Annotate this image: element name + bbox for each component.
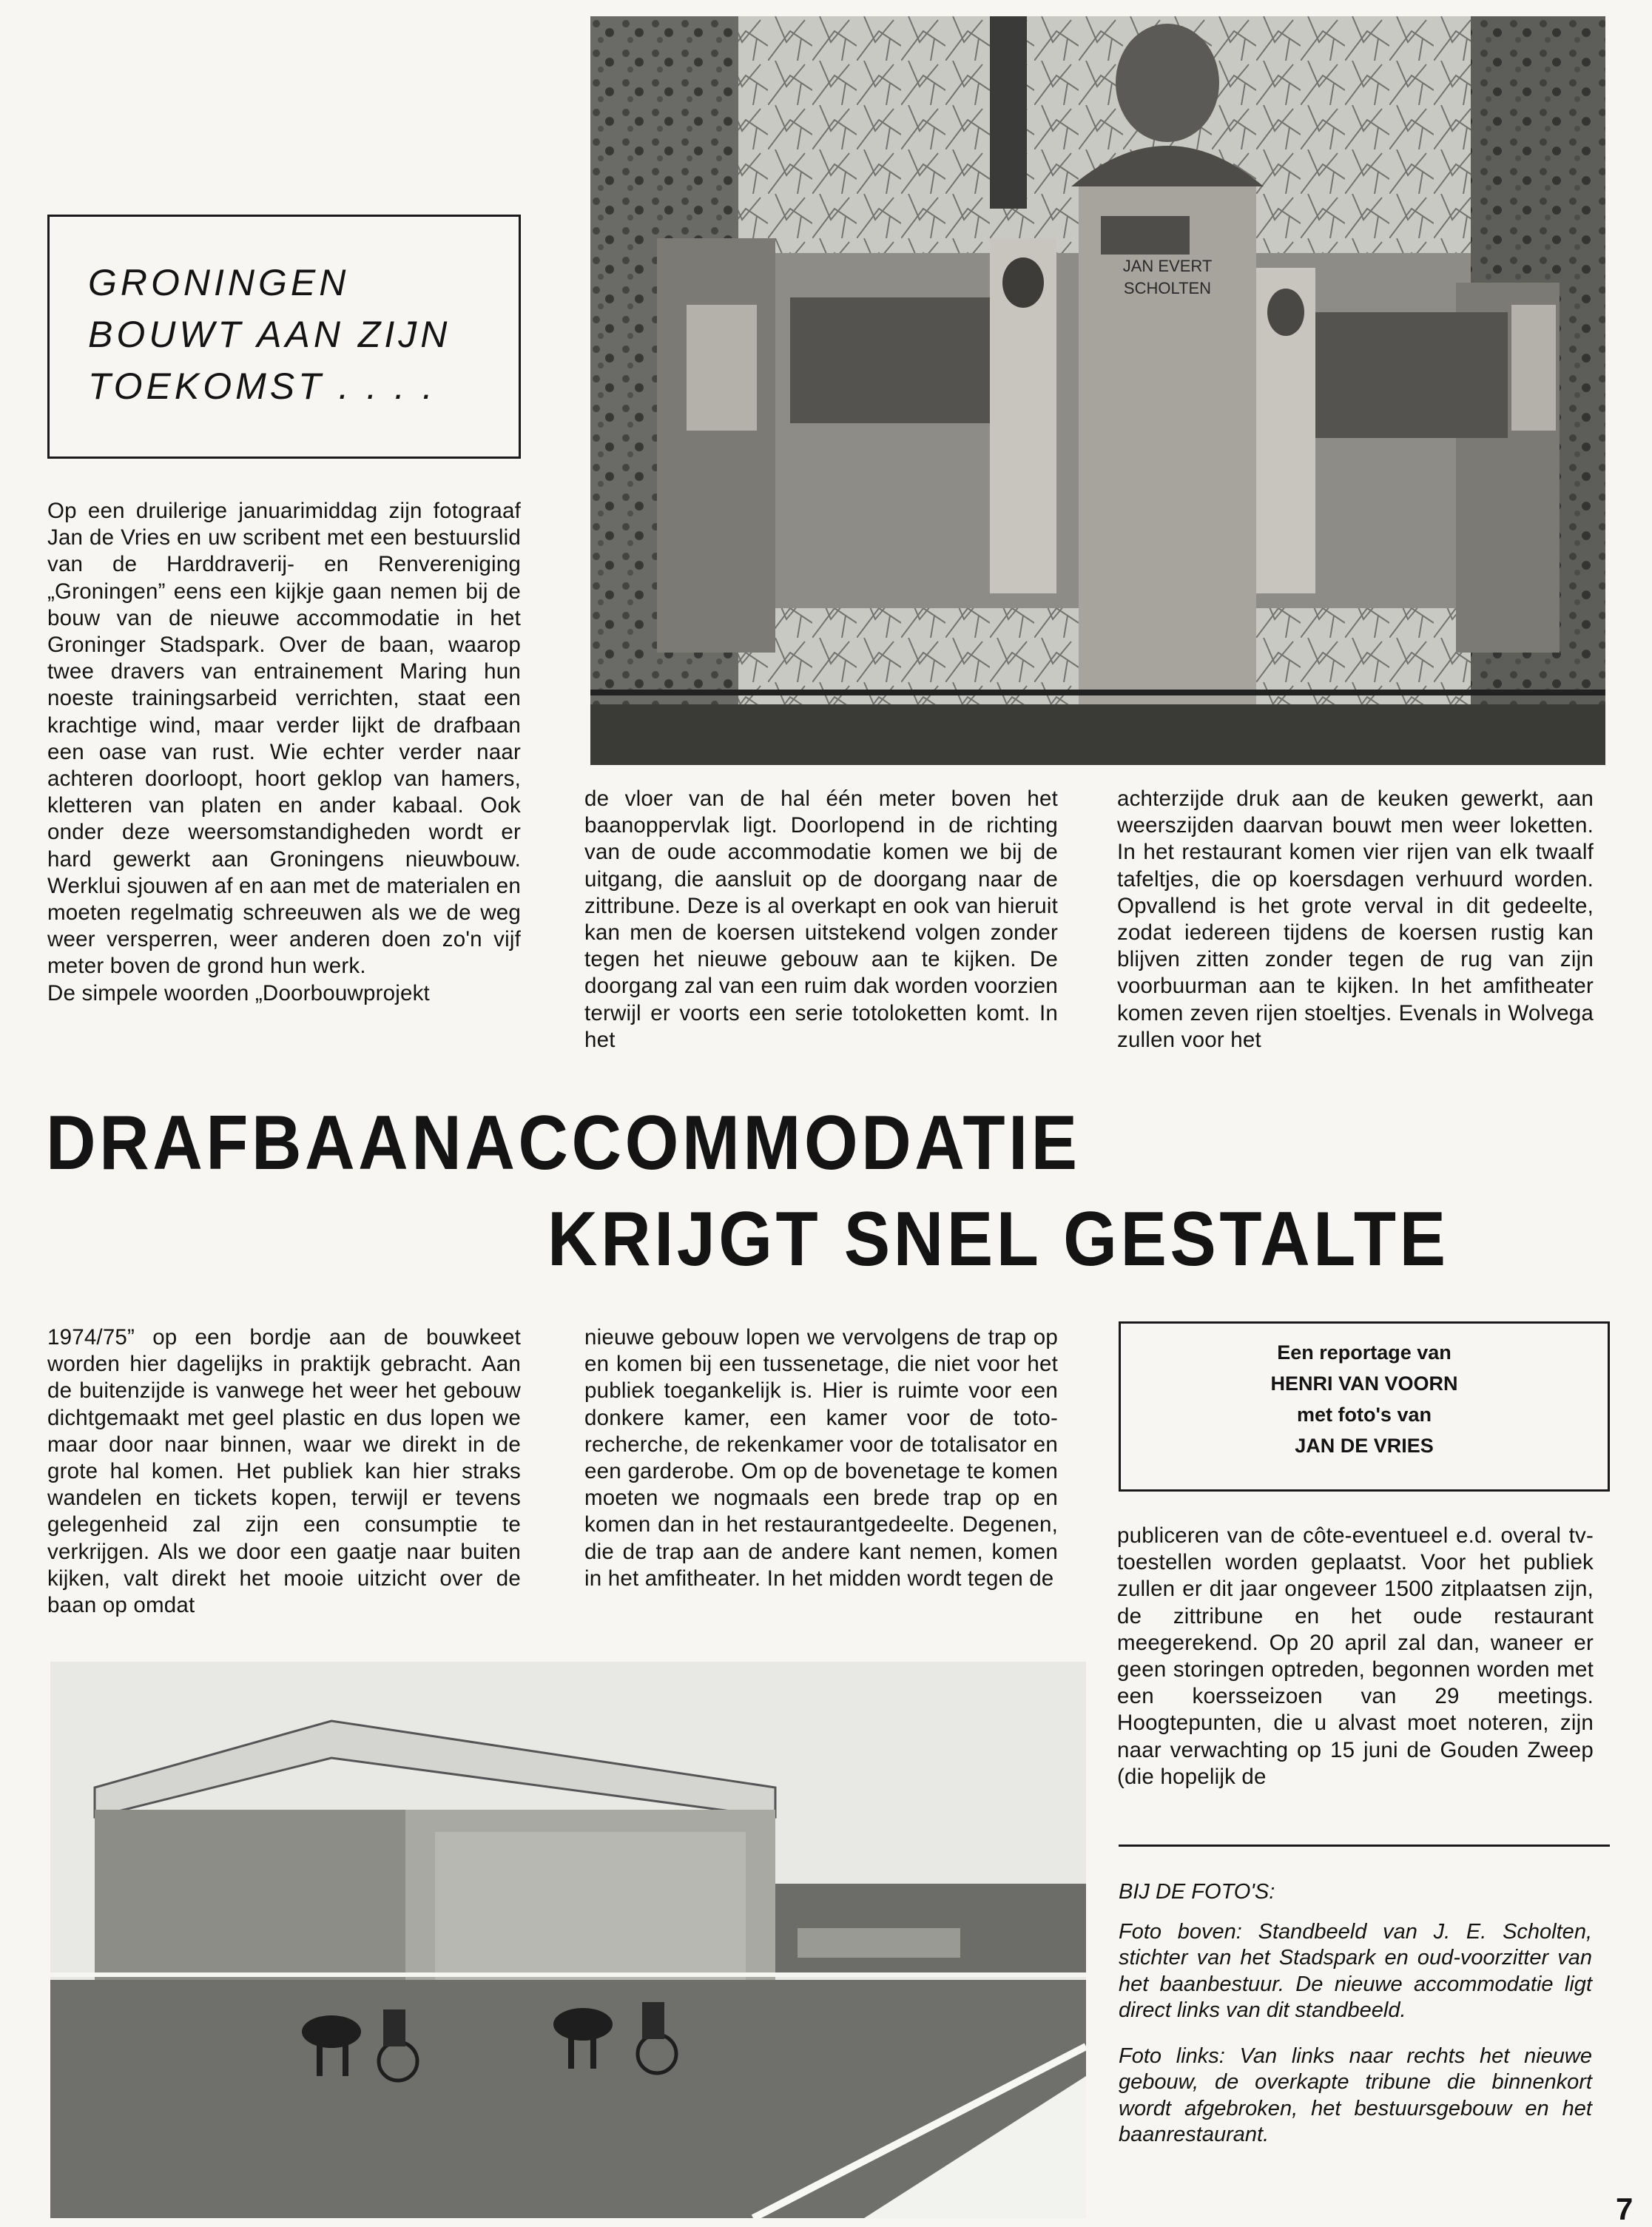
kicker-line-3: TOEKOMST . . . . bbox=[88, 365, 436, 407]
credit-photographer: JAN DE VRIES bbox=[1295, 1435, 1434, 1457]
column-1-bottom bbox=[47, 1324, 521, 1619]
photo-racetrack bbox=[50, 1662, 1086, 2218]
caption-photo-left: Foto links: Van links naar rechts het nieuwe gebouw, de overkapte tribune die binnenkort wordt afgebroken, het bestuursgebouw en het baanrestaurant. bbox=[1119, 2044, 1592, 2146]
column-2-top bbox=[584, 786, 1058, 1054]
kicker-line-1: GRONINGEN bbox=[88, 262, 350, 303]
kicker-box bbox=[47, 215, 521, 459]
credit-author: HENRI VAN VOORN bbox=[1270, 1372, 1458, 1395]
caption-photo-top: Foto boven: Standbeeld van J. E. Scholten, stichter van het Stadspark en oud-voorzitter van het baanbestuur. De nieuwe accommodatie ligt direct links van dit standbeeld. bbox=[1119, 1919, 1592, 2022]
column-2-top-text: de vloer van de hal één meter boven het baanoppervlak ligt. Doorlopend in de richting van de oude accommodatie komen we bij de uitgang, die aansluit op de doorgang naar de zittribune. Deze is al overkapt en ook van hieruit kan men de koersen uitstekend volgen zonder tegen het nieuwe gebouw aan te kijken. De doorgang zal van een ruim dak worden voorzien terwijl er voorts een serie totoloketten komt. In het bbox=[584, 786, 1058, 1052]
inscription-line-1: JAN EVERT bbox=[1122, 257, 1213, 275]
credit-line-1: Een reportage van bbox=[1277, 1341, 1452, 1364]
column-2-bottom bbox=[584, 1324, 1058, 1592]
credit-line-3: met foto's van bbox=[1297, 1404, 1432, 1426]
column-3-top bbox=[1117, 786, 1594, 1054]
column-1-bottom-text: 1974/75” op een bordje aan de bouwkeet worden hier dagelijks in praktijk gebracht. Aan de buitenzijde is vanwege het weer het gebouw dichtgemaakt met geel plastic en dus lopen we maar door naar binnen, waar we direkt in de grote hal komen. Het publiek kan hier straks wandelen en tickets kopen, terwijl er tevens gelegenheid zal zijn een consumptie te verkrijgen. Als we door een gaatje naar buiten kijken, valt direkt het mooie uitzicht over de baan op omdat bbox=[47, 1325, 521, 1618]
credit-box bbox=[1119, 1321, 1610, 1492]
column-2-bottom-text: nieuwe gebouw lopen we vervolgens de trap op en komen bij een tussenetage, die niet voor het publiek toegankelijk is. Hier is ruimte voor een donkere kamer, een kamer voor de toto-recherche, de rekenkamer voor de totalisator en een garderobe. Om op de bovenetage te komen moeten we nogmaals een brede trap op en komen dan in het restaurantgedeelte. Degenen, die de trap aan de andere kant nemen, komen in het amfitheater. In het midden wordt tegen de bbox=[584, 1325, 1058, 1591]
photo-captions bbox=[1119, 1879, 1592, 2168]
headline-line-1: DRAFBAANACCOMMODATIE bbox=[46, 1100, 1081, 1186]
photo-statue bbox=[590, 16, 1605, 765]
column-1-top-text: Op een druilerige januarimiddag zijn fotograaf Jan de Vries en uw scribent met een bestuurslid van de Harddraverij- en Renvereniging „Groningen” eens een kijkje gaan nemen bij de bouw van de nieuwe accommodatie in het Groninger Stadspark. Over de baan, waarop twee dravers van entrainement Maring hun noeste trainingsarbeid verrichten, staat een krachtige wind, maar verder lijkt de drafbaan een oase van rust. Wie echter verder naar achteren doorloopt, hoort geklop van hamers, kletteren van platen en ander kabaal. Ook onder deze weersomstandigheden wordt er hard gewerkt aan Groningens nieuwbouw. Werklui sjouwen af en aan met de materialen en moeten regelmatig schreeuwen als we de weg weer versperren, weer anderen doen zo'n vijf meter boven de grond hun werk. bbox=[47, 499, 521, 979]
column-1-top-last-line: De simpele woorden „Doorbouwprojekt bbox=[47, 980, 430, 1005]
column-3-bottom-text: publiceren van de côte-eventueel e.d. overal tv-toestellen worden geplaatst. Voor het publiek zullen er dit jaar ongeveer 1500 zitplaatsen zijn, de zittribune en het oude restaurant meegerekend. Op 20 april zal dan, waneer er geen storingen optreden, begonnen worden met een koersseizoen van 29 meetings. Hoogtepunten, die u alvast moet noteren, zijn naar verwachting op 15 juni de Gouden Zweep (die hopelijk de bbox=[1117, 1523, 1594, 1789]
kicker-line-2: BOUWT AAN ZIJN bbox=[88, 314, 451, 355]
caption-divider bbox=[1119, 1844, 1610, 1847]
inscription-line-2: SCHOLTEN bbox=[1123, 279, 1212, 297]
page-number: 7 bbox=[1616, 2191, 1634, 2226]
column-1-top bbox=[47, 498, 521, 1007]
column-3-bottom bbox=[1117, 1523, 1594, 1790]
caption-heading: BIJ DE FOTO'S: bbox=[1119, 1880, 1275, 1904]
column-3-top-text: achterzijde druk aan de keuken gewerkt, aan weerszijden daarvan bouwt men weer loketten. In het restaurant komen vier rijen van elk twaalf tafeltjes, die op koersdagen verhuurd worden. Opvallend is het grote verval in dit gedeelte, zodat iedereen tijdens de koersen rustig kan blijven zitten zonder tegen de rug van zijn voorbuurman aan te kijken. In het amfitheater komen zeven rijen stoeltjes. Evenals in Wolvega zullen voor het bbox=[1117, 786, 1594, 1052]
headline-line-2: KRIJGT SNEL GESTALTE bbox=[547, 1196, 1449, 1282]
